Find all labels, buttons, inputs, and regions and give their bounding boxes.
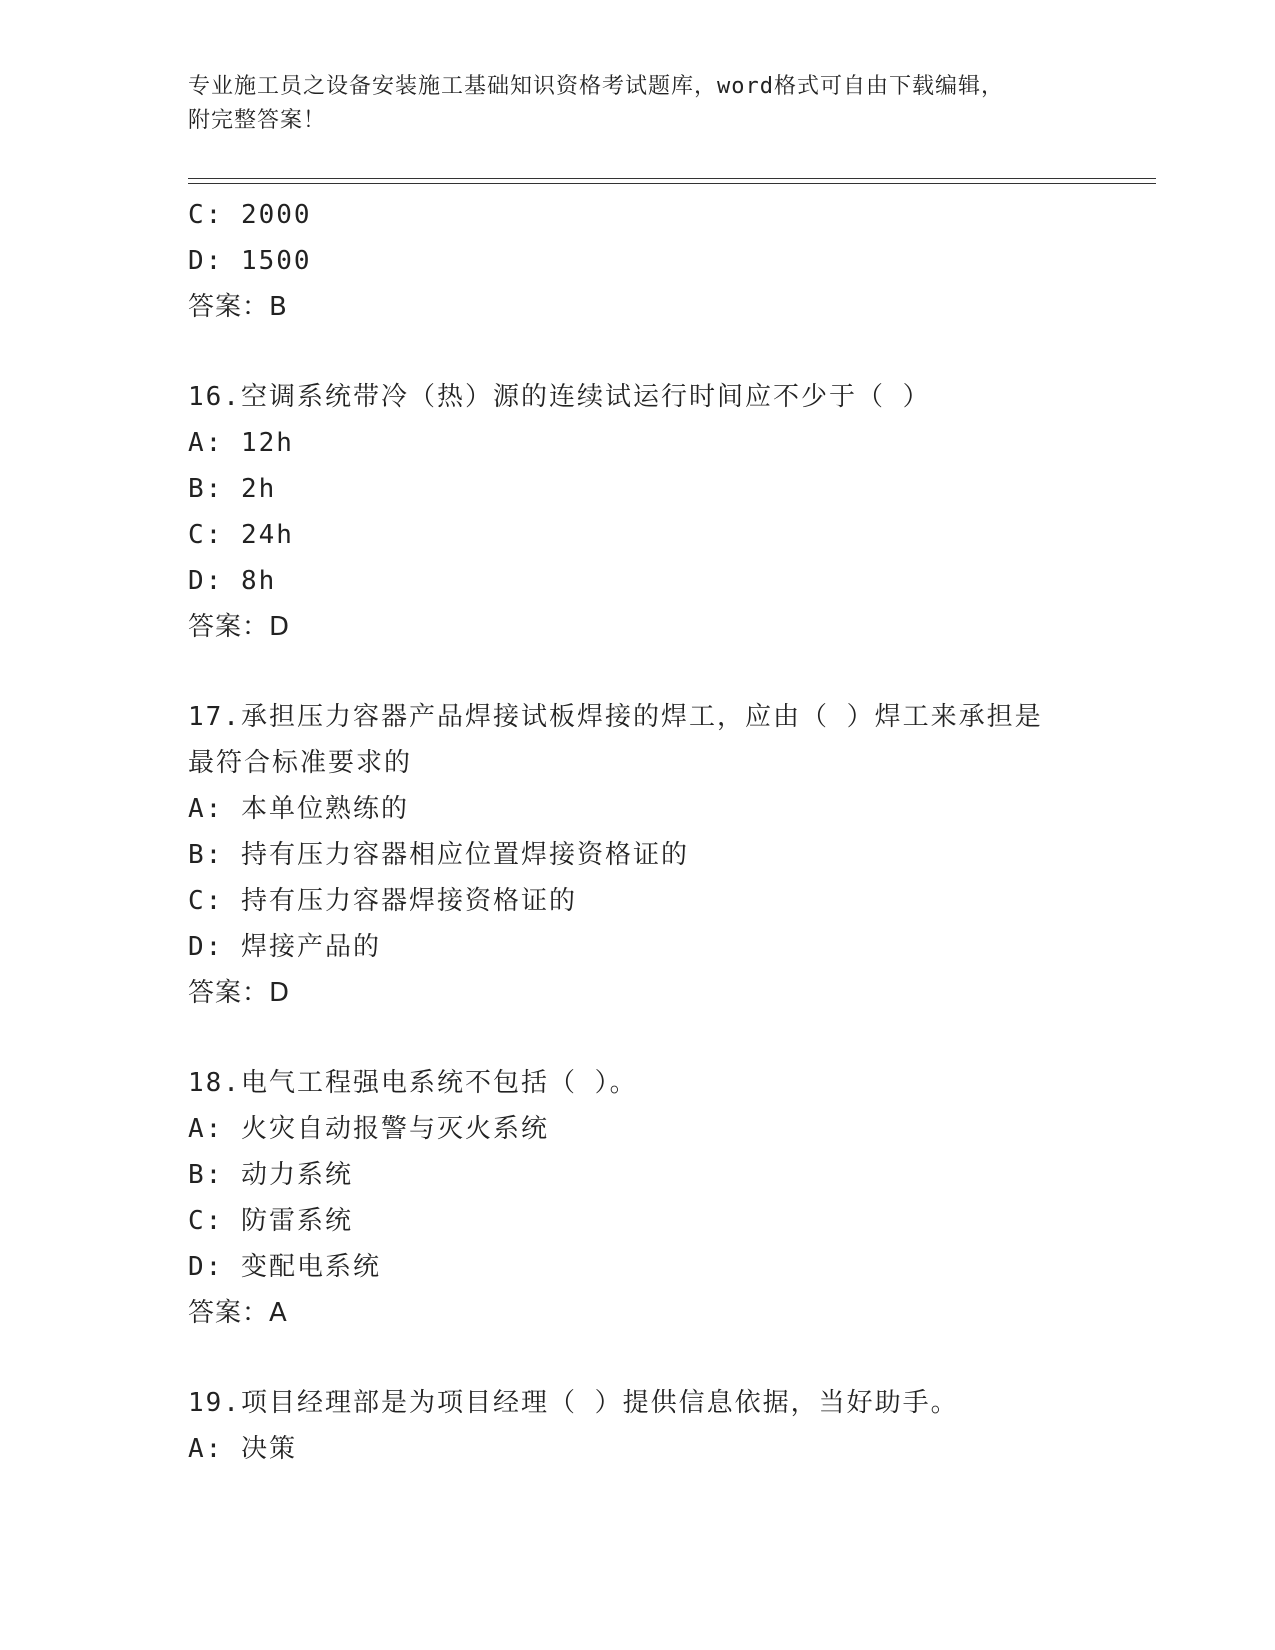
option-b: B: 动力系统 <box>188 1160 353 1190</box>
option-c: C: 24h <box>188 520 294 550</box>
question-18 <box>188 1060 1088 1336</box>
option-d: D: 焊接产品的 <box>188 932 381 962</box>
question-stem-line-1: 17.承担压力容器产品焊接试板焊接的焊工，应由（ ）焊工来承担是 <box>188 702 1043 732</box>
question-15-tail <box>188 192 1088 330</box>
header-divider-bottom <box>188 183 1156 184</box>
option-c: C: 持有压力容器焊接资格证的 <box>188 886 577 916</box>
option-b: B: 2h <box>188 474 277 504</box>
option-a: A: 本单位熟练的 <box>188 794 409 824</box>
question-stem: 16.空调系统带冷（热）源的连续试运行时间应不少于（ ） <box>188 382 931 412</box>
answer-line: 答案：B <box>188 292 288 322</box>
question-19 <box>188 1380 1088 1472</box>
header-line-1: 专业施工员之设备安装施工基础知识资格考试题库，word格式可自由下载编辑， <box>188 74 1004 99</box>
option-d: D: 8h <box>188 566 277 596</box>
header-line-2: 附完整答案！ <box>188 108 327 133</box>
question-stem-line-2: 最符合标准要求的 <box>188 748 413 778</box>
question-stem: 19.项目经理部是为项目经理（ ）提供信息依据，当好助手。 <box>188 1388 959 1418</box>
question-stem: 18.电气工程强电系统不包括（ ）。 <box>188 1068 638 1098</box>
header-divider-top <box>188 178 1156 179</box>
option-a: A: 火灾自动报警与灭火系统 <box>188 1114 549 1144</box>
option-a: A: 12h <box>188 428 294 458</box>
option-b: B: 持有压力容器相应位置焊接资格证的 <box>188 840 689 870</box>
question-16 <box>188 374 1088 650</box>
question-17 <box>188 694 1088 1016</box>
option-d: D: 1500 <box>188 246 312 276</box>
answer-line: 答案：A <box>188 1298 288 1328</box>
option-c: C: 2000 <box>188 200 312 230</box>
answer-line: 答案：D <box>188 612 291 642</box>
option-c: C: 防雷系统 <box>188 1206 353 1236</box>
page-header <box>188 70 1088 138</box>
question-list <box>188 192 1088 1472</box>
option-a: A: 决策 <box>188 1434 297 1464</box>
answer-line: 答案：D <box>188 978 291 1008</box>
option-d: D: 变配电系统 <box>188 1252 381 1282</box>
